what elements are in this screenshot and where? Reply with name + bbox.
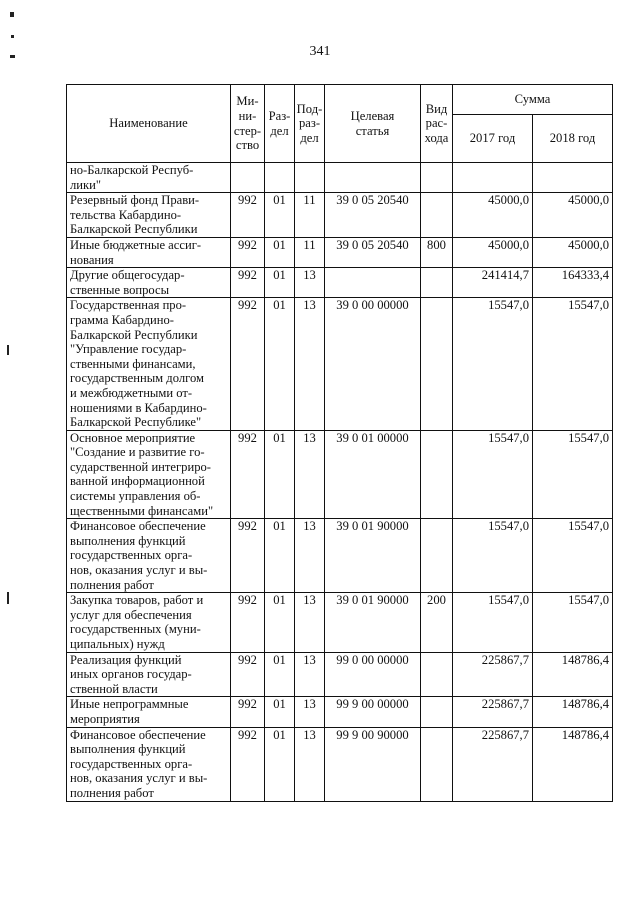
cell-sum-2018: 15547,0 bbox=[533, 593, 613, 652]
cell-name: Финансовое обеспечение выполнения функций государственных орга- нов, оказания услуг и вы- полнения работ bbox=[67, 519, 231, 593]
table-row bbox=[67, 593, 613, 652]
cell-sum-2018: 45000,0 bbox=[533, 193, 613, 238]
cell-target bbox=[325, 268, 421, 298]
cell-name: Основное мероприятие "Создание и развитие го- сударственной интегриро- ванной информационной системы управления об- щественными финансами" bbox=[67, 430, 231, 519]
cell-section: 01 bbox=[265, 430, 295, 519]
budget-table bbox=[66, 84, 613, 802]
scan-mark bbox=[11, 35, 14, 38]
cell-sum-2018: 45000,0 bbox=[533, 237, 613, 267]
cell-section: 01 bbox=[265, 193, 295, 238]
header-expense-type: Вид рас- хода bbox=[421, 85, 453, 163]
header-year-2018: 2018 год bbox=[533, 115, 613, 163]
cell-sum-2018: 148786,4 bbox=[533, 652, 613, 697]
cell-name: Государственная про- грамма Кабардино- Балкарской Республики "Управление государ- ственными финансами, государственным долгом и межбюджетными от- ношениями в Кабардино- Балкарской Республике" bbox=[67, 298, 231, 430]
cell-section: 01 bbox=[265, 519, 295, 593]
cell-target: 39 0 01 90000 bbox=[325, 519, 421, 593]
cell-subsection: 13 bbox=[295, 430, 325, 519]
cell-target: 99 9 00 00000 bbox=[325, 697, 421, 727]
cell-name: Реализация функций иных органов государ- ственной власти bbox=[67, 652, 231, 697]
cell-target: 39 0 01 00000 bbox=[325, 430, 421, 519]
cell-expense-type bbox=[421, 298, 453, 430]
header-name: Наименование bbox=[67, 85, 231, 163]
header-section: Раз- дел bbox=[265, 85, 295, 163]
cell-sum-2017: 225867,7 bbox=[453, 652, 533, 697]
cell-name: Иные бюджетные ассиг- нования bbox=[67, 237, 231, 267]
cell-name: Другие общегосудар- ственные вопросы bbox=[67, 268, 231, 298]
cell-name: Закупка товаров, работ и услуг для обеспечения государственных (муни- ципальных) нужд bbox=[67, 593, 231, 652]
cell-sum-2017: 225867,7 bbox=[453, 727, 533, 801]
cell-expense-type bbox=[421, 268, 453, 298]
table-row bbox=[67, 697, 613, 727]
cell-target: 99 0 00 00000 bbox=[325, 652, 421, 697]
cell-sum-2018: 15547,0 bbox=[533, 430, 613, 519]
cell-section: 01 bbox=[265, 298, 295, 430]
cell-expense-type: 800 bbox=[421, 237, 453, 267]
cell-target: 39 0 00 00000 bbox=[325, 298, 421, 430]
cell-name: Резервный фонд Прави- тельства Кабардино- Балкарской Республики bbox=[67, 193, 231, 238]
cell-subsection: 13 bbox=[295, 268, 325, 298]
table-row bbox=[67, 652, 613, 697]
cell-subsection: 13 bbox=[295, 697, 325, 727]
cell-sum-2018: 164333,4 bbox=[533, 268, 613, 298]
header-subsection: Под- раз- дел bbox=[295, 85, 325, 163]
table-row bbox=[67, 237, 613, 267]
cell-subsection bbox=[295, 163, 325, 193]
cell-expense-type bbox=[421, 727, 453, 801]
cell-target bbox=[325, 163, 421, 193]
table-row bbox=[67, 268, 613, 298]
cell-subsection: 13 bbox=[295, 519, 325, 593]
cell-subsection: 11 bbox=[295, 237, 325, 267]
cell-name: Финансовое обеспечение выполнения функций государственных орга- нов, оказания услуг и вы- полнения работ bbox=[67, 727, 231, 801]
table-row bbox=[67, 727, 613, 801]
cell-ministry: 992 bbox=[231, 237, 265, 267]
scan-mark bbox=[7, 345, 9, 355]
cell-ministry: 992 bbox=[231, 697, 265, 727]
cell-sum-2017: 45000,0 bbox=[453, 193, 533, 238]
cell-ministry: 992 bbox=[231, 727, 265, 801]
cell-target: 39 0 05 20540 bbox=[325, 237, 421, 267]
cell-sum-2017: 45000,0 bbox=[453, 237, 533, 267]
cell-sum-2018 bbox=[533, 163, 613, 193]
header-target: Целевая статья bbox=[325, 85, 421, 163]
cell-subsection: 11 bbox=[295, 193, 325, 238]
table-row bbox=[67, 163, 613, 193]
cell-ministry: 992 bbox=[231, 593, 265, 652]
cell-section: 01 bbox=[265, 652, 295, 697]
cell-ministry: 992 bbox=[231, 193, 265, 238]
cell-section: 01 bbox=[265, 697, 295, 727]
cell-sum-2017 bbox=[453, 163, 533, 193]
table-row bbox=[67, 519, 613, 593]
cell-expense-type bbox=[421, 652, 453, 697]
header-sum: Сумма bbox=[453, 85, 613, 115]
cell-ministry: 992 bbox=[231, 298, 265, 430]
table-row bbox=[67, 298, 613, 430]
cell-expense-type bbox=[421, 163, 453, 193]
cell-section: 01 bbox=[265, 593, 295, 652]
cell-sum-2017: 15547,0 bbox=[453, 519, 533, 593]
cell-ministry: 992 bbox=[231, 430, 265, 519]
cell-subsection: 13 bbox=[295, 298, 325, 430]
cell-expense-type bbox=[421, 519, 453, 593]
cell-target: 39 0 01 90000 bbox=[325, 593, 421, 652]
cell-sum-2018: 148786,4 bbox=[533, 727, 613, 801]
table-row bbox=[67, 430, 613, 519]
cell-sum-2017: 225867,7 bbox=[453, 697, 533, 727]
cell-section: 01 bbox=[265, 268, 295, 298]
cell-sum-2017: 15547,0 bbox=[453, 430, 533, 519]
header-ministry: Ми- ни- стер- ство bbox=[231, 85, 265, 163]
cell-expense-type: 200 bbox=[421, 593, 453, 652]
cell-expense-type bbox=[421, 697, 453, 727]
cell-expense-type bbox=[421, 430, 453, 519]
table-row bbox=[67, 193, 613, 238]
cell-name: Иные непрограммные мероприятия bbox=[67, 697, 231, 727]
cell-subsection: 13 bbox=[295, 593, 325, 652]
cell-ministry: 992 bbox=[231, 268, 265, 298]
cell-sum-2018: 15547,0 bbox=[533, 519, 613, 593]
cell-sum-2017: 15547,0 bbox=[453, 593, 533, 652]
cell-section: 01 bbox=[265, 237, 295, 267]
cell-ministry bbox=[231, 163, 265, 193]
cell-section bbox=[265, 163, 295, 193]
cell-section: 01 bbox=[265, 727, 295, 801]
cell-expense-type bbox=[421, 193, 453, 238]
cell-sum-2018: 148786,4 bbox=[533, 697, 613, 727]
cell-subsection: 13 bbox=[295, 727, 325, 801]
cell-ministry: 992 bbox=[231, 652, 265, 697]
cell-sum-2017: 15547,0 bbox=[453, 298, 533, 430]
cell-ministry: 992 bbox=[231, 519, 265, 593]
page-number: 341 bbox=[309, 44, 331, 59]
cell-sum-2017: 241414,7 bbox=[453, 268, 533, 298]
scan-mark bbox=[10, 12, 14, 17]
header-year-2017: 2017 год bbox=[453, 115, 533, 163]
cell-sum-2018: 15547,0 bbox=[533, 298, 613, 430]
cell-name: но-Балкарской Респуб- лики" bbox=[67, 163, 231, 193]
cell-target: 39 0 05 20540 bbox=[325, 193, 421, 238]
cell-target: 99 9 00 90000 bbox=[325, 727, 421, 801]
scan-mark bbox=[7, 592, 9, 604]
cell-subsection: 13 bbox=[295, 652, 325, 697]
